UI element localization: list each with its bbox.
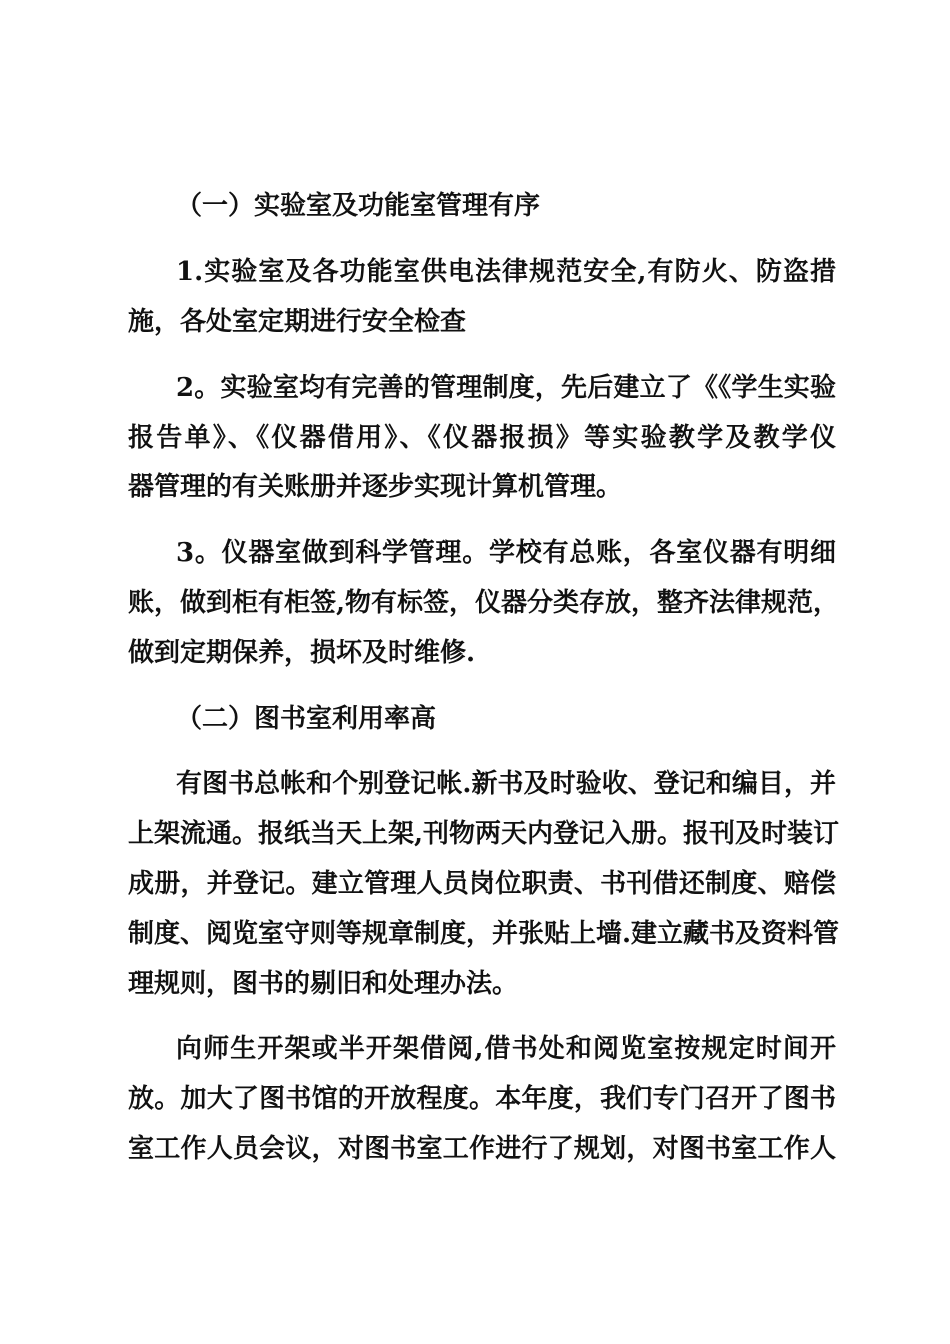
paragraph-4-line-2: 上架流通。报纸当天上架,刊物两天内登记入册。报刊及时装订: [128, 819, 840, 849]
heading-library-usage: （二）图书室利用率高: [176, 704, 437, 734]
paragraph-5-line-1: 向师生开架或半开架借阅,借书处和阅览室按规定时间开: [176, 1034, 836, 1064]
paragraph-2-line-3: 器管理的有关账册并逐步实现计算机管理。: [128, 472, 623, 502]
paragraph-5-line-3: 室工作人员会议，对图书室工作进行了规划，对图书室工作人: [128, 1134, 836, 1164]
paragraph-2-line-2: 报告单》、《仪器借用》、《仪器报损》等实验教学及教学仪: [128, 423, 836, 453]
paragraph-1-line-2: 施，各处室定期进行安全检查: [128, 307, 467, 337]
paragraph-4-line-4: 制度、阅览室守则等规章制度，并张贴上墙.建立藏书及资料管: [128, 919, 840, 949]
paragraph-2-line-1: 2。实验室均有完善的管理制度，先后建立了《《学生实验: [176, 373, 836, 403]
paragraph-4-line-1: 有图书总帐和个别登记帐.新书及时验收、登记和编目，并: [176, 769, 836, 799]
paragraph-4-line-3: 成册，并登记。建立管理人员岗位职责、书刊借还制度、赔偿: [128, 869, 836, 899]
paragraph-4-line-5: 理规则，图书的剔旧和处理办法。: [128, 969, 519, 999]
paragraph-5-line-2: 放。加大了图书馆的开放程度。本年度，我们专门召开了图书: [128, 1084, 836, 1114]
paragraph-1-line-1: 1.实验室及各功能室供电法律规范安全,有防火、防盗措: [176, 257, 836, 287]
paragraph-3-line-2: 账，做到柜有柜签,物有标签，仪器分类存放，整齐法律规范，: [128, 588, 840, 618]
paragraph-3-line-3: 做到定期保养，损坏及时维修.: [128, 638, 476, 668]
paragraph-3-line-1: 3。仪器室做到科学管理。学校有总账，各室仪器有明细: [176, 538, 836, 568]
heading-lab-management: （一）实验室及功能室管理有序: [176, 191, 541, 221]
